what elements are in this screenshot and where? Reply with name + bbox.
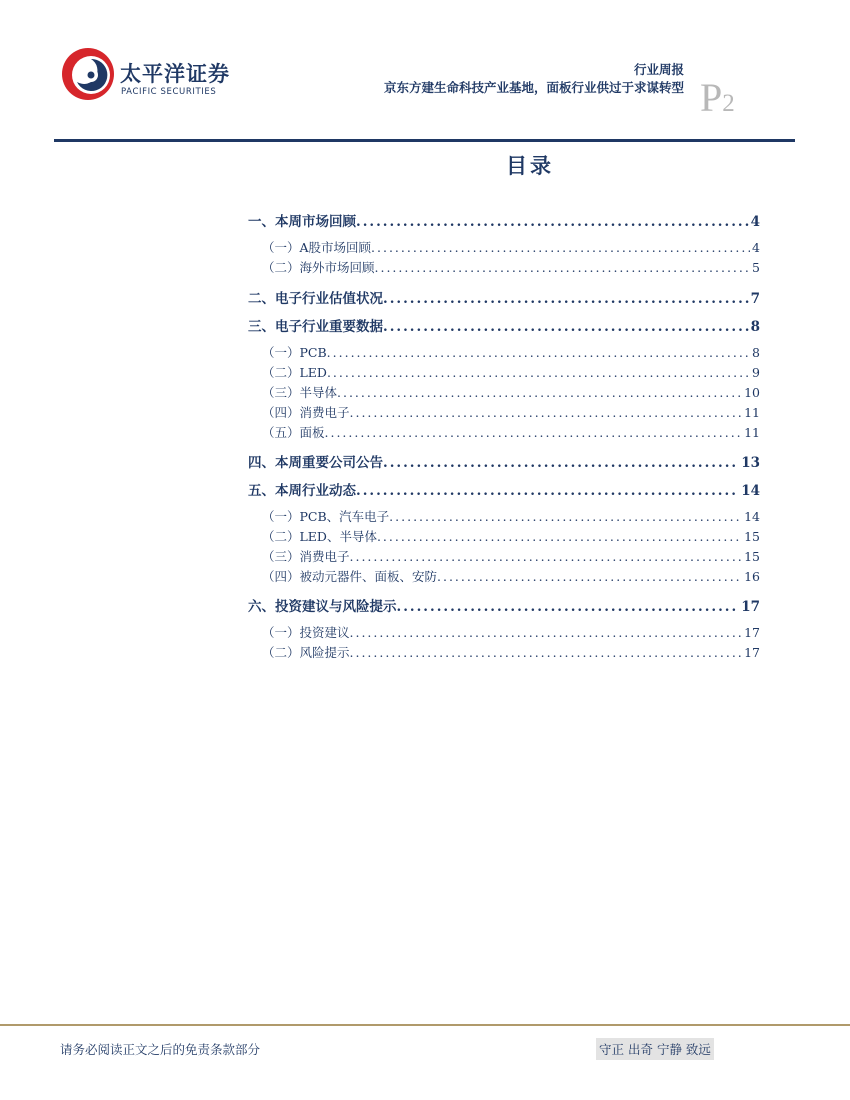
toc-subsection-entry[interactable] bbox=[248, 527, 760, 545]
toc-entry-title: （二）LED、半导体 bbox=[262, 529, 377, 544]
toc-entry-title: （三）半导体 bbox=[262, 385, 338, 400]
toc-entry-title: 一、本周市场回顾 bbox=[248, 214, 356, 230]
footer-divider bbox=[0, 1024, 850, 1026]
toc-subsection-entry[interactable] bbox=[248, 507, 760, 525]
toc-entry-page: 5 bbox=[752, 260, 760, 275]
toc-dot-leader bbox=[325, 425, 743, 440]
toc-section-entry[interactable] bbox=[248, 287, 760, 307]
toc-dot-leader bbox=[350, 549, 743, 564]
toc-entry-title: 三、电子行业重要数据 bbox=[248, 319, 383, 335]
toc-entry-page: 17 bbox=[741, 599, 760, 615]
toc-subsection-entry[interactable] bbox=[248, 403, 760, 421]
toc-entry-page: 11 bbox=[744, 405, 760, 420]
toc-entry-page: 4 bbox=[752, 240, 760, 255]
toc-dot-leader bbox=[356, 214, 749, 230]
toc-entry-page: 8 bbox=[752, 345, 760, 360]
toc-entry-page: 4 bbox=[750, 214, 760, 230]
toc-entry-page: 8 bbox=[750, 319, 760, 335]
toc-dot-leader bbox=[375, 260, 751, 275]
toc-entry-title: （一）投资建议 bbox=[262, 625, 350, 640]
toc-entry-title: （一）A股市场回顾 bbox=[262, 240, 372, 255]
toc-entry-title: （二）海外市场回顾 bbox=[262, 260, 375, 275]
toc-entry-title: （二）风险提示 bbox=[262, 645, 350, 660]
footer-disclaimer-note: 请务必阅读正文之后的免责条款部分 bbox=[60, 1042, 261, 1057]
toc-section-entry[interactable] bbox=[248, 451, 760, 471]
toc-entry-title: 四、本周重要公司公告 bbox=[248, 455, 383, 471]
toc-entry-title: （一）PCB bbox=[262, 345, 327, 360]
toc-entry-page: 13 bbox=[741, 455, 760, 471]
toc-entry-page: 17 bbox=[744, 645, 760, 660]
toc-entry-page: 15 bbox=[744, 549, 760, 564]
toc-dot-leader bbox=[350, 645, 743, 660]
toc-subsection-entry[interactable] bbox=[248, 383, 760, 401]
toc-subsection-entry[interactable] bbox=[248, 258, 760, 276]
toc-subsection-entry[interactable] bbox=[248, 423, 760, 441]
toc-entry-page: 7 bbox=[750, 291, 760, 307]
toc-subsection-entry[interactable] bbox=[248, 567, 760, 585]
pacific-securities-logo-icon bbox=[60, 46, 116, 102]
header-divider bbox=[54, 139, 795, 142]
toc-subsection-entry[interactable] bbox=[248, 643, 760, 661]
toc-dot-leader bbox=[383, 291, 749, 307]
toc-subsection-entry[interactable] bbox=[248, 547, 760, 565]
toc-dot-leader bbox=[327, 365, 750, 380]
toc-section-entry[interactable] bbox=[248, 479, 760, 499]
toc-entry-page: 11 bbox=[744, 425, 760, 440]
page-number-mark bbox=[700, 74, 735, 121]
toc-entry-title: 六、投资建议与风险提示 bbox=[248, 599, 397, 615]
page-mark-letter: P bbox=[700, 75, 723, 120]
toc-entry-page: 15 bbox=[744, 529, 760, 544]
toc-entry-title: （四）消费电子 bbox=[262, 405, 350, 420]
toc-dot-leader bbox=[377, 529, 742, 544]
toc-heading: 目录 bbox=[506, 153, 554, 178]
toc-dot-leader bbox=[383, 319, 749, 335]
toc-dot-leader bbox=[327, 345, 750, 360]
toc-section-entry[interactable] bbox=[248, 315, 760, 335]
toc-dot-leader bbox=[383, 455, 739, 471]
toc-entry-page: 14 bbox=[741, 483, 760, 499]
toc-dot-leader bbox=[337, 385, 742, 400]
toc-entry-page: 17 bbox=[744, 625, 760, 640]
toc-subsection-entry[interactable] bbox=[248, 238, 760, 256]
toc-entry-title: 五、本周行业动态 bbox=[248, 483, 356, 499]
toc-subsection-entry[interactable] bbox=[248, 623, 760, 641]
toc-entry-title: （五）面板 bbox=[262, 425, 325, 440]
toc-dot-leader bbox=[356, 483, 739, 499]
toc-subsection-entry[interactable] bbox=[248, 343, 760, 361]
toc-dot-leader bbox=[371, 240, 750, 255]
toc-dot-leader bbox=[397, 599, 740, 615]
toc-entry-page: 16 bbox=[744, 569, 760, 584]
toc-entry-title: （一）PCB、汽车电子 bbox=[262, 509, 390, 524]
toc-entry-title: （三）消费电子 bbox=[262, 549, 350, 564]
toc-entry-page: 10 bbox=[744, 385, 760, 400]
toc-section-entry[interactable] bbox=[248, 210, 760, 230]
toc-dot-leader bbox=[350, 405, 743, 420]
toc-subsection-entry[interactable] bbox=[248, 363, 760, 381]
toc-dot-leader bbox=[350, 625, 743, 640]
toc-dot-leader bbox=[389, 509, 742, 524]
toc-dot-leader bbox=[437, 569, 742, 584]
toc-entry-page: 14 bbox=[744, 509, 760, 524]
report-type: 行业周报 bbox=[633, 62, 684, 77]
logo-chinese-name: 太平洋证券 bbox=[120, 62, 230, 86]
toc-entry-title: 二、电子行业估值状况 bbox=[248, 291, 383, 307]
toc-entry-page: 9 bbox=[752, 365, 760, 380]
toc-entry-title: （二）LED bbox=[262, 365, 327, 380]
toc-entry-title: （四）被动元器件、面板、安防 bbox=[262, 569, 438, 584]
toc-section-entry[interactable] bbox=[248, 595, 760, 615]
page-mark-number: 2 bbox=[722, 90, 735, 117]
footer-motto: 守正 出奇 宁静 致远 bbox=[596, 1038, 714, 1060]
logo-english-name: PACIFIC SECURITIES bbox=[121, 87, 217, 97]
report-title: 京东方建生命科技产业基地，面板行业供过于求谋转型 bbox=[383, 80, 684, 95]
